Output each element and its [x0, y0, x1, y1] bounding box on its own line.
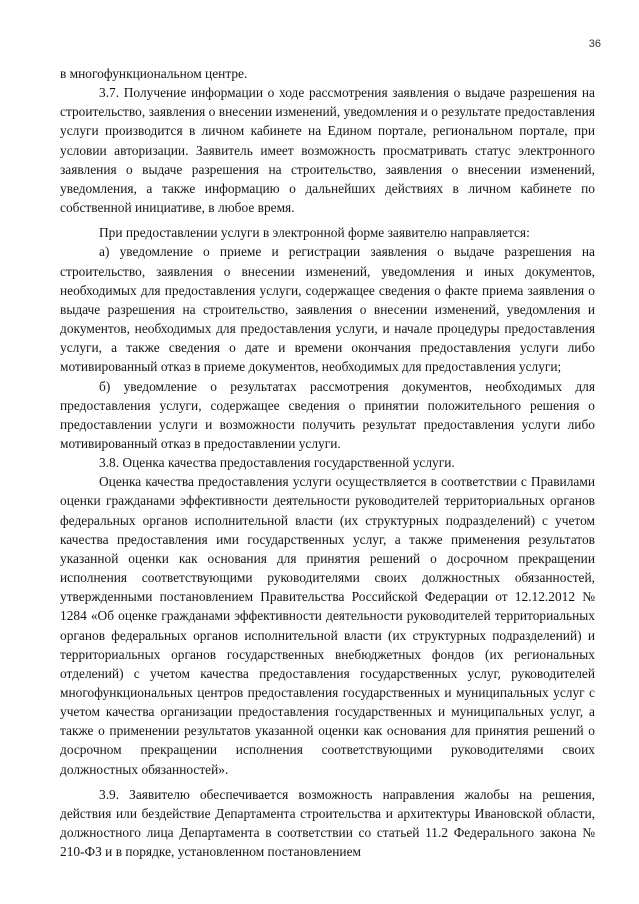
- paragraph-item-b: б) уведомление о результатах рассмотрения документов, необходимых для предоставления услуги, содержащее сведения о принятии положительного решения о предоставлении услуги и возможности получить результат предоставления услуги либо мотивированный отказ в предоставлении услуги.: [60, 378, 595, 451]
- paragraph-quality-assessment: Оценка качества предоставления услуги осуществляется в соответствии с Правилами оценки гражданами эффективности деятельности руководителей территориальных органов федеральных органов исполнительной власти (их структурных подразделений) с учетом качества предоставления ими государственных услуг, а также применения результатов указанной оценки как основания для принятия решений о досрочном прекращении исполнения соответствующими руководителями своих должностных обязанностей, утвержденными постановлением Правительства Российской Федерации от 12.12.2012 № 1284 «Об оценке гражданами эффективности деятельности руководителей территориальных органов федеральных органов исполнительной власти (их структурных подразделений) и территориальных органов государственных внебюджетных фондов (их региональных отделений) с учетом качества предоставления государственных услуг, руководителей многофункциональных центров предоставления государственных и муниципальных услуг с учетом качества организации предоставления государственных и муниципальных услуг, а также о применении результатов указанной оценки как основания для принятия решений о досрочном прекращении исполнения соответствующими руководителями своих должностных обязанностей».: [60, 474, 595, 777]
- paragraph-continuation: в многофункциональном центре.: [60, 66, 248, 81]
- document-body: [60, 64, 595, 861]
- page-number: 36: [588, 38, 601, 50]
- section-heading-3-8: 3.8. Оценка качества предоставления государственной услуги.: [99, 455, 455, 471]
- paragraph-3-9: 3.9. Заявителю обеспечивается возможность направления жалобы на решения, действия или бездействие Департамента строительства и архитектуры Ивановской области, должностного лица Департамента в соответствии со статьей 11.2 Федерального закона № 210-ФЗ и в порядке, установленном постановлением: [60, 786, 595, 860]
- paragraph-item-a: а) уведомление о приеме и регистрации заявления о выдаче разрешения на строительство, заявления о внесении изменений, уведомления и иных документов, необходимых для предоставления услуги, содержащее сведения о факте приема заявления о выдаче разрешения на строительство, заявления о внесении изменений, уведомления и документов, необходимых для предоставления услуги, и начале процедуры предоставления услуги, а также сведения о дате и времени окончания предоставления услуги либо мотивированный отказ в приеме документов, необходимых для предоставления услуги;: [60, 244, 595, 375]
- paragraph-electronic-form-intro: При предоставлении услуги в электронной форме заявителю направляется:: [99, 225, 530, 241]
- paragraph-3-7: 3.7. Получение информации о ходе рассмотрения заявления о выдаче разрешения на строительство, заявления о внесении изменений, уведомления и о результате предоставления услуги производится в личном кабинете на Едином портале, региональном портале, при условии авторизации. Заявитель имеет возможность просматривать статус электронного заявления о выдаче разрешения на строительство, заявления о внесении изменений, уведомления, а также информацию о дальнейших действиях в личном кабинете по собственной инициативе, в любое время.: [60, 85, 595, 216]
